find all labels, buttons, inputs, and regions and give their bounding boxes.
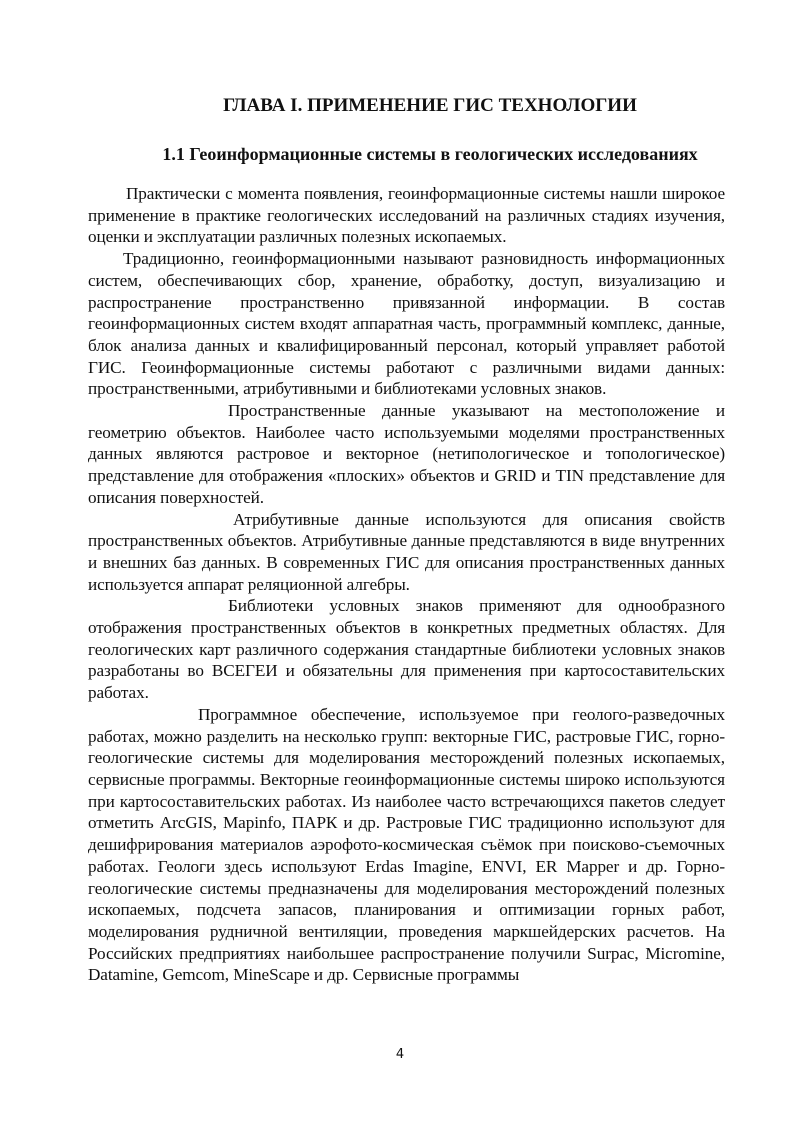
chapter-title: ГЛАВА I. ПРИМЕНЕНИЕ ГИС ТЕХНОЛОГИИ — [223, 95, 637, 116]
paragraph-symbol-libraries: Библиотеки условных знаков применяют для однообразного отображения пространственных объектов в конкретных предметных областях. Для геологических карт различного содержания стандартные библиотеки условных знаков разработаны во ВСЕГЕИ и обязательны для применения при картосоставительских работах. — [88, 596, 725, 703]
section-title: 1.1 Геоинформационные системы в геологических исследованиях — [162, 144, 698, 164]
paragraph-software: Программное обеспечение, используемое при геолого-разведочных работах, можно разделить на несколько групп: векторные ГИС, растровые ГИС, горно-геологические системы для моделирования месторождений полезных ископаемых, сервисные программы. Векторные геоинформационные системы широко используются при картосоставительских работах. Из наиболее часто встречающихся пакетов следует отметить ArcGIS, Mapinfo, ПАРК и др. Растровые ГИС традиционно используют для дешифрирования материалов аэрофото-космическая съёмок при поисково-съемочных работах. Геологи здесь используют Erdas Imagine, ENVI, ER Mapper и др. Горно-геологические системы предназначены для моделирования месторождений полезных ископаемых, подсчета запасов, планирования и оптимизации горных работ, моделирования рудничной вентиляции, проведения маркшейдерских расчетов. На Российских предприятиях наибольшее распространение получили Surpac, Micromine, Datamine, Gemcom, MineScape и др. Сервисные программы — [88, 704, 725, 985]
paragraph-definition: Традиционно, геоинформационными называют разновидность информационных систем, обеспечивающих сбор, хранение, обработку, доступ, визуализацию и распространение пространственно привязанной информации. В состав геоинформационных систем входят аппаратная часть, программный комплекс, данные, блок анализа данных и квалифицированный персонал, который управляет работой ГИС. Геоинформационные системы работают с различными видами данных: пространственными, атрибутивными и библиотеками условных знаков. — [88, 249, 725, 399]
paragraph-attribute-data: Атрибутивные данные используются для описания свойств пространственных объектов. Атрибутивные данные представляются в виде внутренних и внешних баз данных. В современных ГИС для описания пространственных данных используется аппарат реляционной алгебры. — [88, 509, 725, 594]
paragraph-intro: Практически с момента появления, геоинформационные системы нашли широкое применение в практике геологических исследований на различных стадиях изучения, оценки и эксплуатации различных полезных ископаемых. — [88, 184, 725, 247]
page-number: 4 — [395, 1047, 405, 1062]
body-text — [88, 183, 725, 986]
paragraph-spatial-data: Пространственные данные указывают на местоположение и геометрию объектов. Наиболее часто используемыми моделями пространственных данных являются растровое и векторное (нетипологическое и топологическое) представление для отображения «плоских» объектов и GRID и TIN представление для описания поверхностей. — [88, 401, 725, 507]
